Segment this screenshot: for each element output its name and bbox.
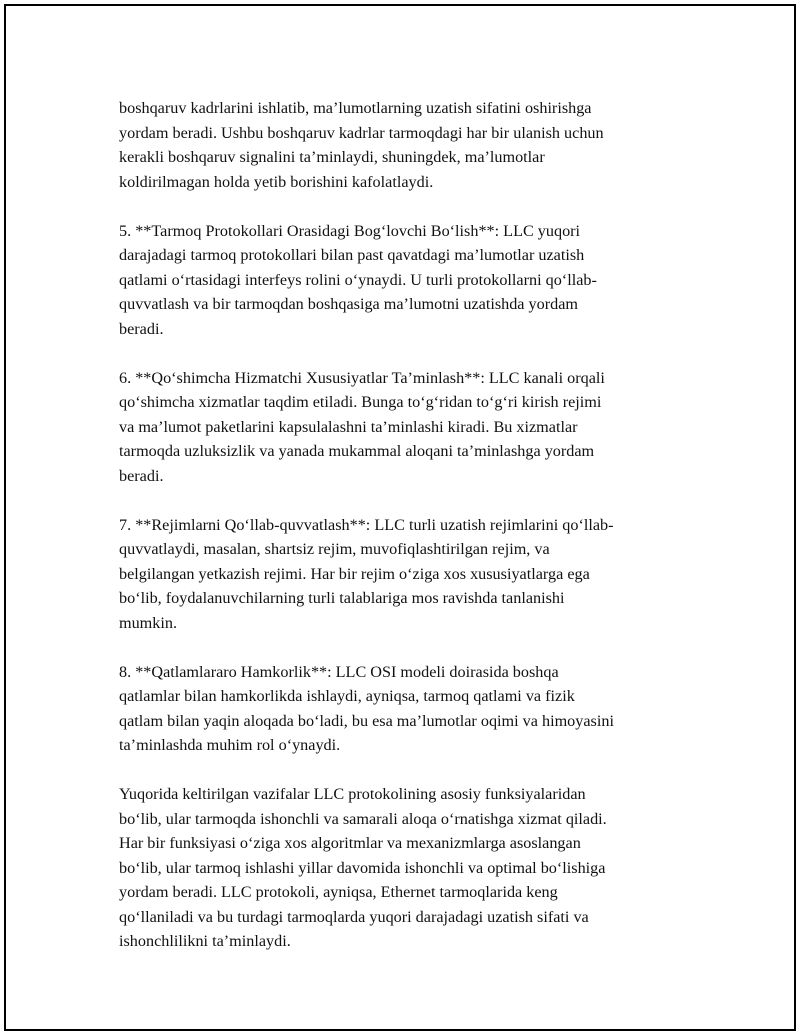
text-line: bo‘lib, ular tarmoq ishlashi yillar davomida ishonchli va optimal bo‘lishiga (119, 858, 606, 877)
text-line: 8. **Qatlamlararo Hamkorlik**: LLC OSI modeli doirasida boshqa (119, 662, 559, 681)
text-line: quvvatlaydi, masalan, shartsiz rejim, muvofiqlashtirilgan rejim, va (119, 540, 550, 558)
text-line: qatlami o‘rtasidagi interfeys rolini o‘ynaydi. U turli protokollarni qo‘llab- (119, 270, 597, 289)
text-line: 7. **Rejimlarni Qo‘llab-quvvatlash**: LLC turli uzatish rejimlarini qo‘llab- (119, 515, 614, 534)
text-line: qo‘llaniladi va bu turdagi tarmoqlarda yuqori darajadagi uzatish sifati va (119, 907, 589, 926)
paragraph-continuation (119, 96, 694, 194)
text-line: tarmoqda uzluksizlik va yanada mukammal aloqani ta’minlashga yordam (119, 442, 595, 460)
text-line: 5. **Tarmoq Protokollari Orasidagi Bog‘lovchi Bo‘lish**: LLC yuqori (119, 221, 581, 240)
paragraph-item-8 (119, 660, 694, 758)
document-page (4, 4, 796, 1031)
text-line: yordam beradi. LLC protokoli, ayniqsa, Ethernet tarmoqlarida keng (119, 883, 558, 901)
text-line: bo‘lib, ular tarmoqda ishonchli va samarali aloqa o‘rnatishga xizmat qiladi. (119, 809, 607, 828)
text-line: bo‘lib, foydalanuvchilarning turli talablariga mos ravishda tanlanishi (119, 589, 565, 607)
text-line: beradi. (119, 319, 164, 338)
text-line: ishonchlilikni ta’minlaydi. (119, 932, 291, 950)
paragraph-item-6 (119, 366, 694, 489)
text-line: Yuqorida keltirilgan vazifalar LLC protokolining asosiy funksiyalaridan (119, 785, 586, 803)
text-line: qatlam bilan yaqin aloqada bo‘ladi, bu esa ma’lumotlar oqimi va himoyasini (119, 711, 614, 730)
paragraph-item-5 (119, 219, 694, 342)
paragraph-item-7 (119, 513, 694, 636)
text-line: 6. **Qo‘shimcha Hizmatchi Xususiyatlar Ta’minlash**: LLC kanali orqali (119, 368, 605, 387)
text-line: koldirilmagan holda yetib borishini kafolatlaydi. (119, 172, 434, 191)
text-line: mumkin. (119, 613, 178, 632)
paragraph-conclusion (119, 782, 694, 954)
text-line: belgilangan yetkazish rejimi. Har bir rejim o‘ziga xos xususiyatlarga ega (119, 564, 590, 583)
text-line: beradi. (119, 466, 164, 485)
text-line: va ma’lumot paketlarini kapsulalashni ta’minlashi kiradi. Bu xizmatlar (119, 417, 578, 436)
text-line: ta’minlashda muhim rol o‘ynaydi. (119, 736, 341, 754)
text-line: darajadagi tarmoq protokollari bilan past qavatdagi ma’lumotlar uzatish (119, 246, 585, 264)
text-line: kerakli boshqaruv signalini ta’minlaydi, shuningdek, ma’lumotlar (119, 148, 545, 166)
text-line: quvvatlash va bir tarmoqdan boshqasiga ma’lumotni uzatishda yordam (119, 295, 578, 313)
text-line: qo‘shimcha xizmatlar taqdim etiladi. Bunga to‘g‘ridan to‘g‘ri kirish rejimi (119, 393, 602, 411)
text-line: boshqaruv kadrlarini ishlatib, ma’lumotlarning uzatish sifatini oshirishga (119, 99, 592, 117)
text-line: Har bir funksiyasi o‘ziga xos algoritmlar va mexanizmlarga asoslangan (119, 834, 581, 852)
text-line: yordam beradi. Ushbu boshqaruv kadrlar tarmoqdagi har bir ulanish uchun (119, 123, 604, 142)
document-body (119, 96, 694, 954)
text-line: qatlamlar bilan hamkorlikda ishlaydi, ayniqsa, tarmoq qatlami va fizik (119, 687, 575, 705)
